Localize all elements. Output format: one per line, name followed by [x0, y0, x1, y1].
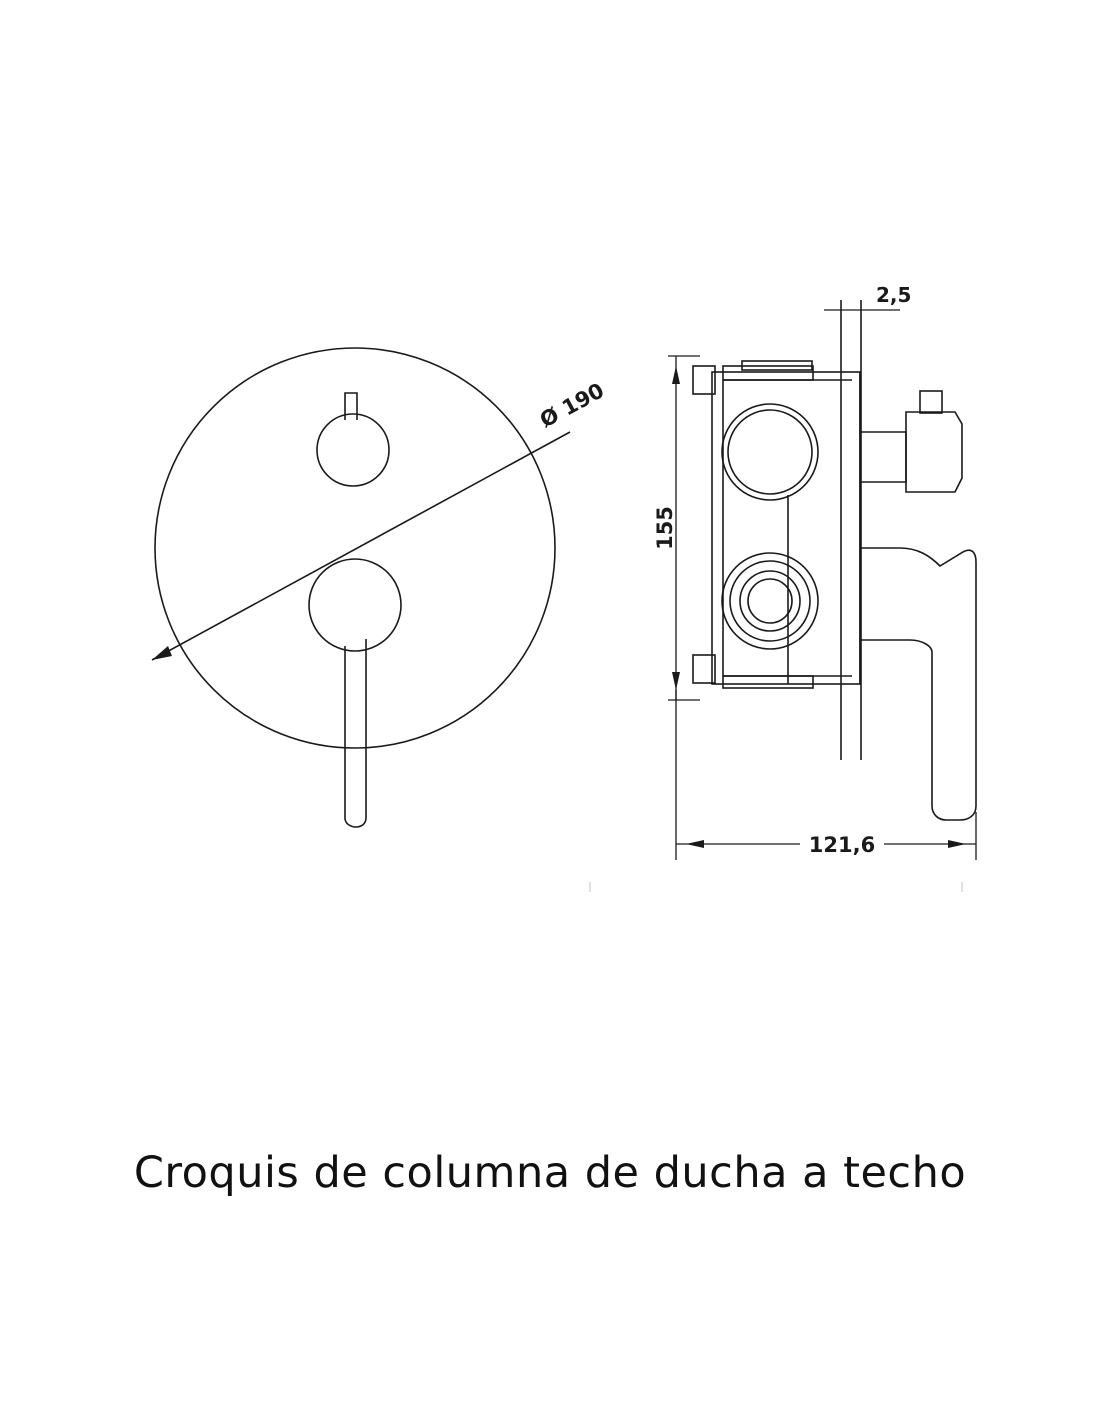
upper-circle-outer: [722, 404, 818, 500]
lower-circle-1: [722, 553, 818, 649]
side-knob-stem: [860, 432, 906, 482]
height-arrow-bottom: [672, 672, 680, 690]
side-knob-body: [906, 412, 962, 492]
page-title: Croquis de columna de ducha a techo: [133, 1148, 967, 1198]
bottom-plate: [723, 676, 813, 688]
lower-round-handle-base: [309, 559, 401, 651]
diameter-label-text: Ø 190: [535, 378, 609, 433]
side-knob-cap: [920, 391, 942, 413]
lower-circle-2: [730, 561, 810, 641]
upper-round-control: [317, 414, 389, 486]
top-flange: [723, 366, 813, 380]
lever-handle: [345, 639, 366, 827]
diameter-leader-line: [152, 432, 570, 660]
lever-arm: [860, 548, 976, 820]
depth-arrow-right: [948, 840, 966, 848]
depth-label-text: 121,6: [808, 833, 876, 857]
depth-arrow-left: [686, 840, 704, 848]
upper-control-stem: [345, 393, 357, 420]
side-view: [693, 300, 976, 820]
diameter-arrow-head: [152, 646, 172, 660]
registration-ticks: [590, 882, 962, 892]
diameter-dimension-label: [536, 378, 608, 432]
lower-circle-4: [748, 579, 792, 623]
upper-circle-inner: [728, 410, 812, 494]
height-arrow-top: [672, 366, 680, 384]
height-label-text: 155: [653, 506, 677, 550]
thickness-label-text: 2,5: [876, 283, 912, 307]
front-view: [152, 348, 570, 827]
lower-circle-3: [740, 571, 800, 631]
circular-plate: [155, 348, 555, 748]
